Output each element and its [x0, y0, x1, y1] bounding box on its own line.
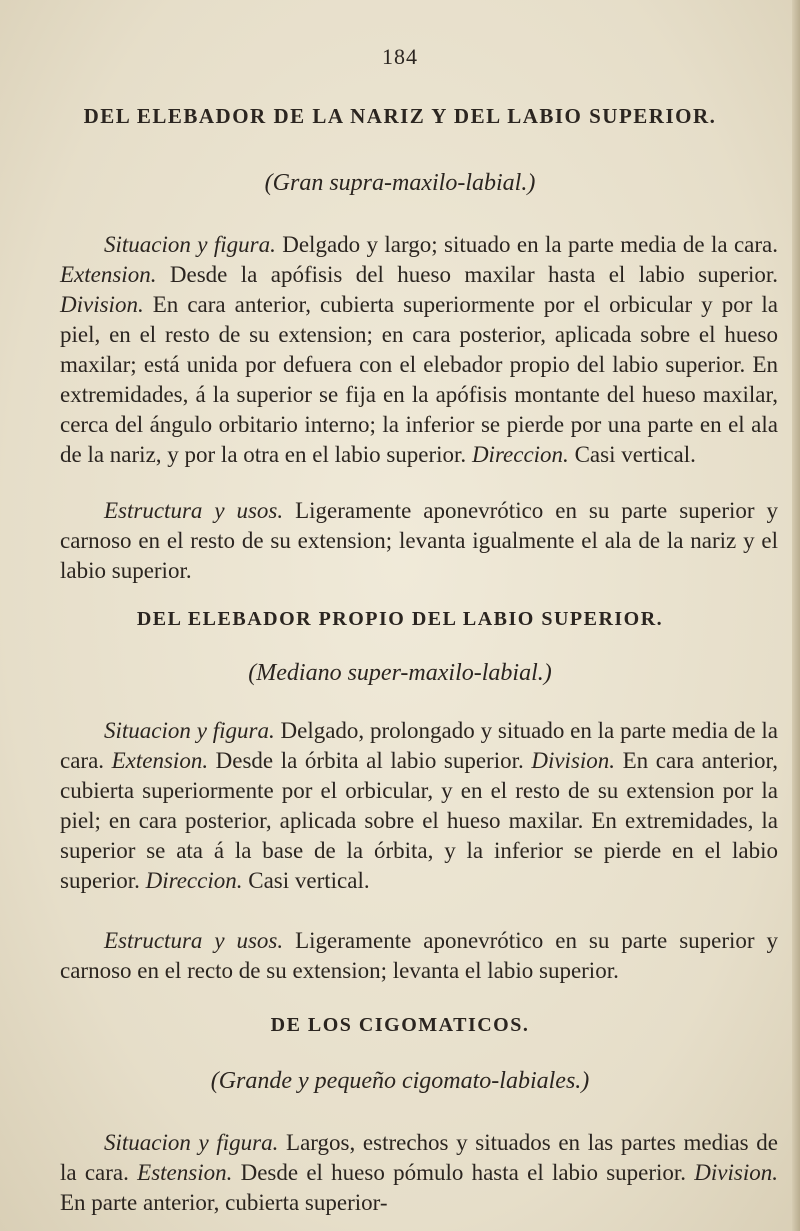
run-label: Direccion.	[145, 868, 243, 893]
run-label: Division.	[60, 292, 144, 317]
run-label: Division.	[694, 1160, 778, 1185]
section-1-paragraph-1	[60, 230, 778, 470]
run-text: Casi vertical.	[242, 868, 370, 893]
run-label: Direccion.	[471, 442, 569, 467]
run-label: Extension.	[111, 748, 209, 773]
run-label: Division.	[531, 748, 616, 773]
run-text: Ligeramente aponevrótico en su parte superior y carnoso en el resto de su extension; levanta igualmente el ala de la nariz y el labio superior.	[60, 498, 778, 583]
section-3-heading: DE LOS CIGOMATICOS.	[270, 1014, 530, 1036]
running-head: DEL ELEBADOR DE LA NARIZ Y DEL LABIO SUPERIOR.	[83, 104, 717, 128]
run-label: Estension.	[137, 1160, 233, 1185]
run-text: Largos, estrechos y situados en las partes medias de la cara.	[60, 1130, 778, 1185]
section-2-paragraph-1	[60, 716, 778, 896]
run-text: En parte anterior, cubierta superior-	[60, 1190, 388, 1215]
section-2-paragraph-2	[60, 926, 778, 986]
section-1-paragraph-2	[60, 496, 778, 586]
run-text: En cara anterior, cubierta superiormente por el orbicular, y en el resto de su extension por la piel; en cara posterior, aplicada sobre el hueso maxilar. En extremidades, la superior se ata á la base de la órbita, y la inferior se pierde en el labio superior.	[60, 748, 778, 893]
section-3-paragraph-1	[60, 1128, 778, 1218]
run-text: Delgado y largo; situado en la parte media de la cara.	[275, 232, 778, 257]
section-3-subtitle: (Grande y pequeño cigomato-labiales.)	[210, 1068, 590, 1094]
run-label: Situacion y figura.	[104, 718, 275, 743]
run-text: Casi vertical.	[568, 442, 696, 467]
run-text: En cara anterior, cubierta superiormente por el orbicular y por la piel, en el resto de su extension; en cara posterior, aplicada sobre el hueso maxilar; está unida por defuera con el elebador propio del labio superior. En extremidades, á la superior se fija en la apófisis montante del hueso maxilar, cerca del ángulo orbitario interno; la inferior se pierde por una parte en el ala de la nariz, y por la otra en el labio superior.	[60, 292, 778, 467]
run-label: Situacion y figura.	[104, 1130, 279, 1155]
run-text: Desde la órbita al labio superior.	[208, 748, 532, 773]
run-text: Delgado, prolongado y situado en la parte media de la cara.	[60, 718, 778, 773]
page-number: 184	[382, 44, 418, 69]
run-label: Extension.	[60, 262, 157, 287]
run-text: Desde el hueso pómulo hasta el labio superior.	[232, 1160, 695, 1185]
section-2-heading: DEL ELEBADOR PROPIO DEL LABIO SUPERIOR.	[136, 608, 664, 630]
run-label: Estructura y usos.	[104, 498, 284, 523]
section-2-subtitle: (Mediano super-maxilo-labial.)	[248, 660, 552, 686]
run-label: Estructura y usos.	[104, 928, 284, 953]
run-text: Desde la apófisis del hueso maxilar hasta el labio superior.	[156, 262, 778, 287]
run-label: Situacion y figura.	[104, 232, 276, 257]
run-text: Ligeramente aponevrótico en su parte superior y carnoso en el recto de su extension; levanta el labio superior.	[60, 928, 778, 983]
section-1-subtitle: (Gran supra-maxilo-labial.)	[264, 170, 536, 196]
